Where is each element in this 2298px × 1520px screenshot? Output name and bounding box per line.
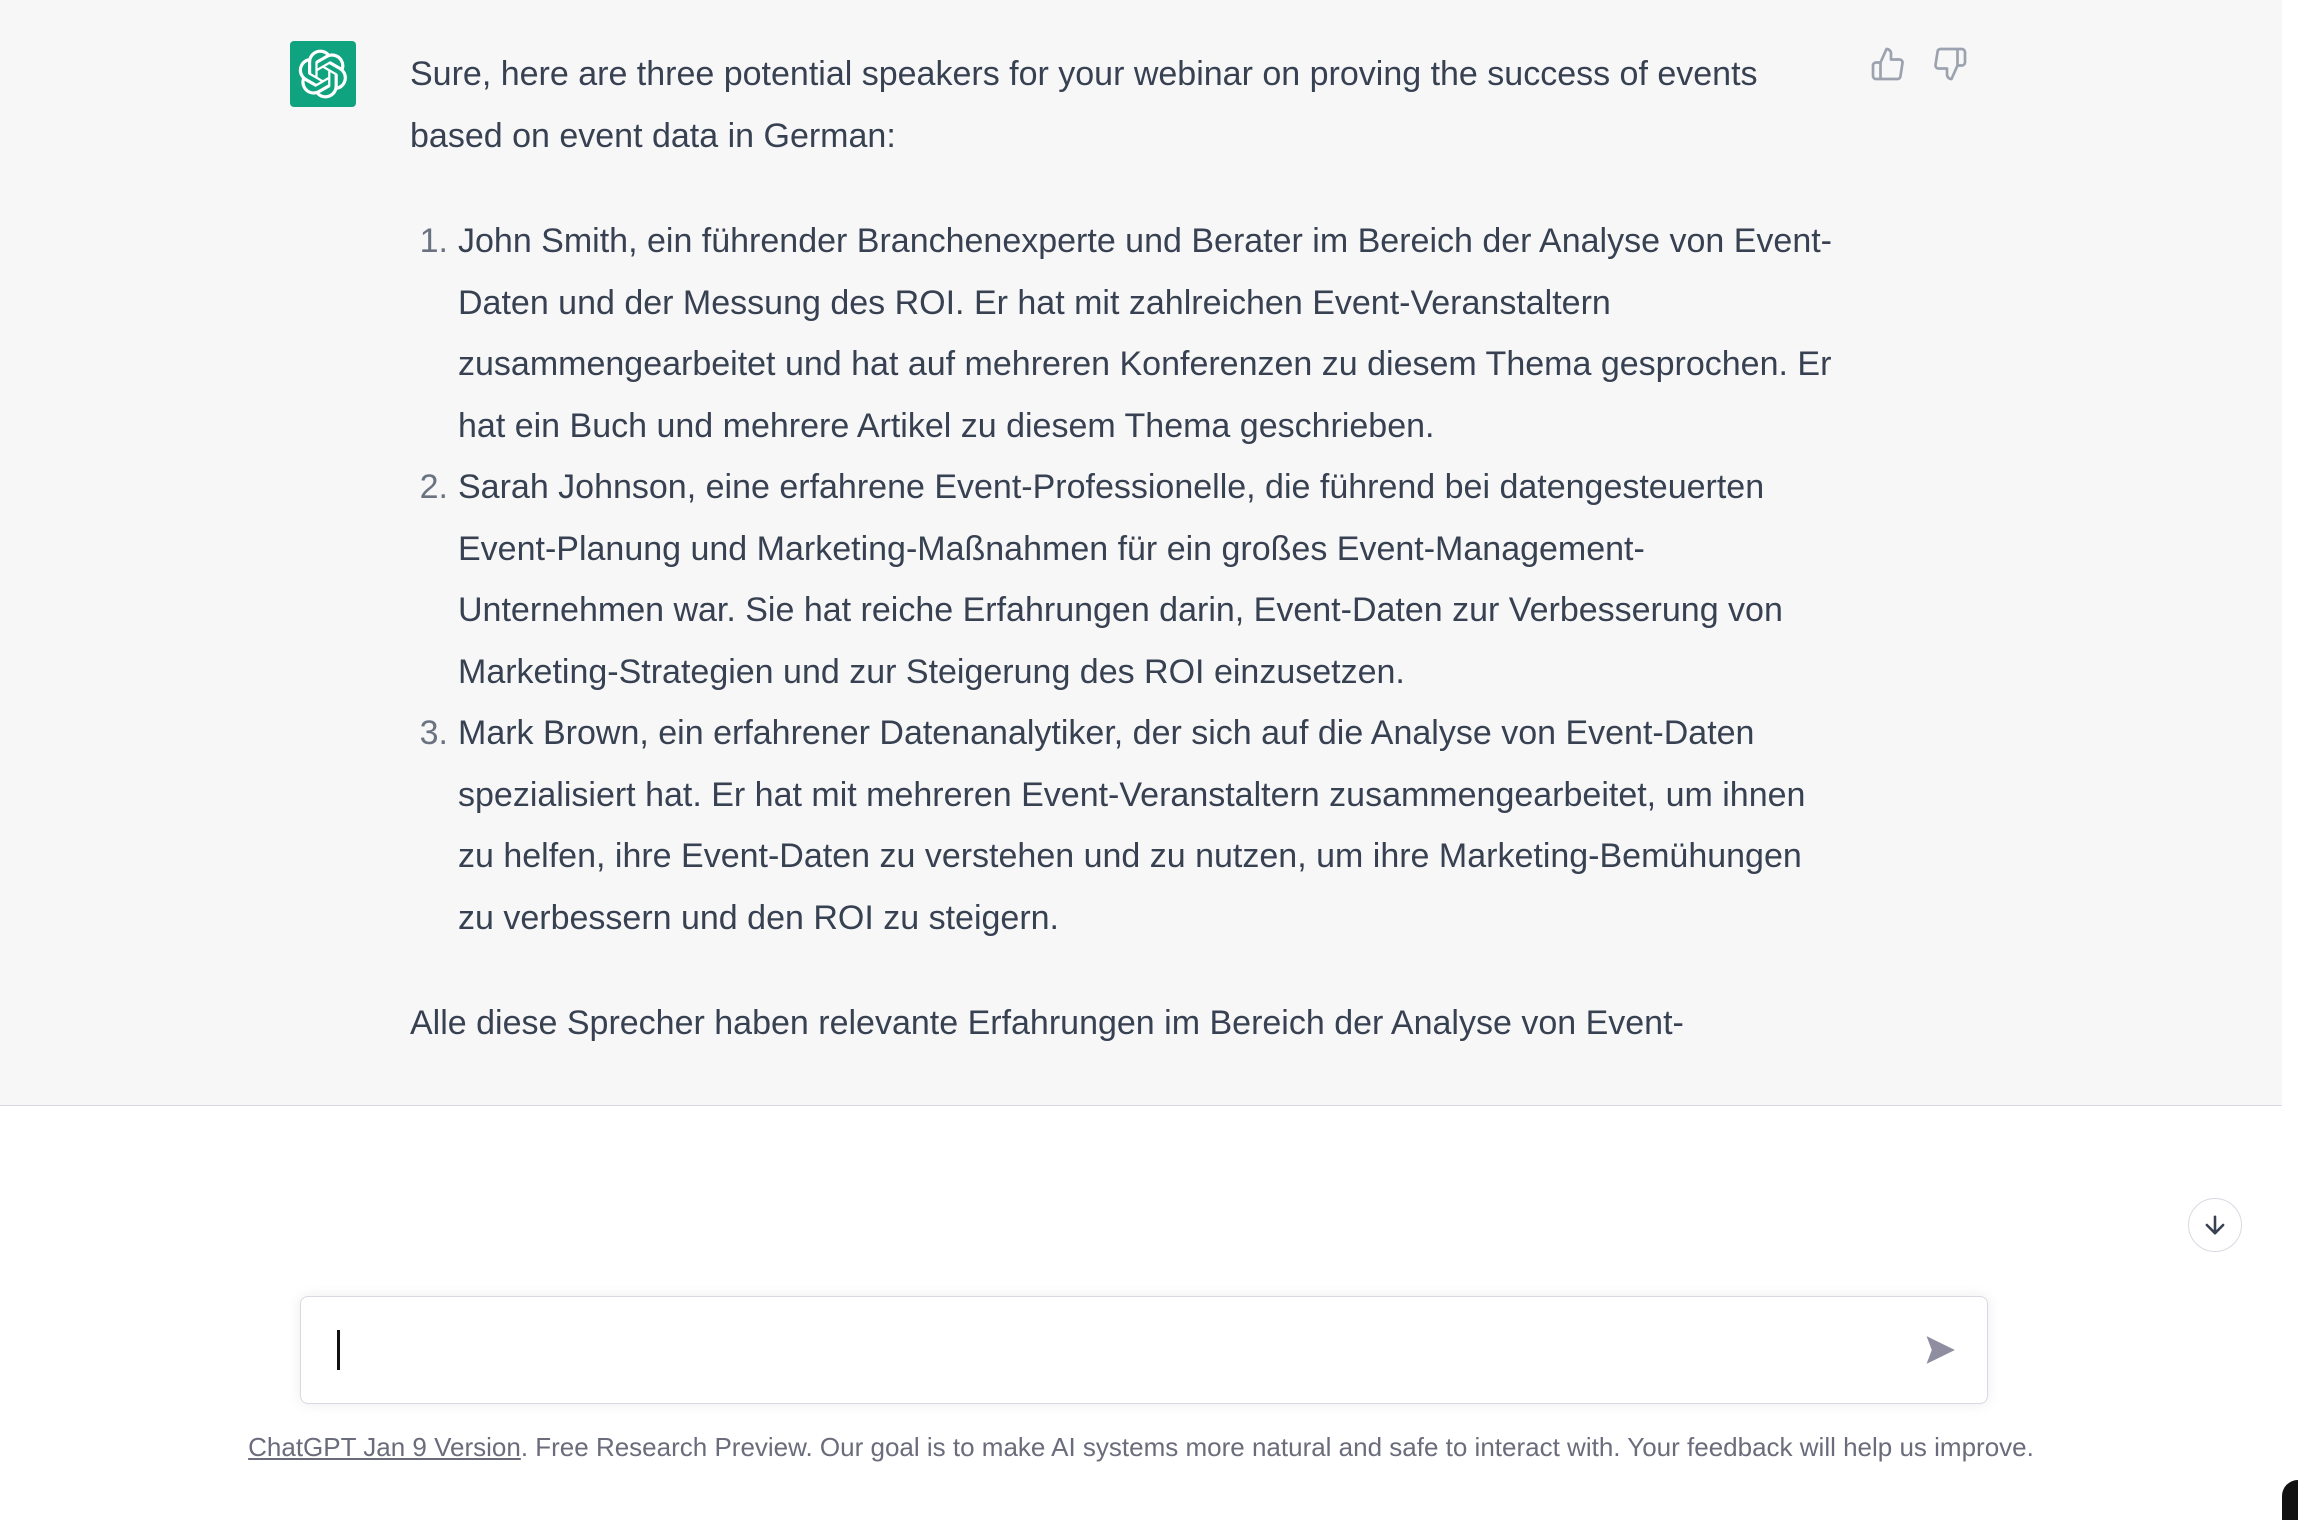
list-item-text: Mark Brown, ein erfahrener Datenanalytiker, der sich auf die Analyse von Event-Daten spezialisiert hat. Er hat mit mehreren Event-Veranstaltern zusammengearbeitet, um ihnen zu helfen, ihre Event-Daten zu verstehen und zu nutzen, um ihre Marketing-Bemühungen zu verbessern und den ROI zu steigern. xyxy=(458,714,1806,937)
thumbs-down-button[interactable] xyxy=(1932,46,1968,82)
footer-text: . Free Research Preview. Our goal is to make AI systems more natural and safe to interact with. Your feedback will help us improve. xyxy=(520,1432,2034,1462)
feedback-buttons xyxy=(1870,46,1968,82)
prompt-input[interactable] xyxy=(331,1325,1891,1377)
message-intro: Sure, here are three potential speakers for your webinar on proving the success of events based on event data in German: xyxy=(410,55,1758,155)
speaker-list xyxy=(410,211,1835,949)
version-link[interactable]: ChatGPT Jan 9 Version xyxy=(248,1432,521,1462)
thumbs-down-icon xyxy=(1932,46,1968,82)
send-icon xyxy=(1923,1333,1957,1367)
message-outro: Alle diese Sprecher haben relevante Erfahrungen im Bereich der Analyse von Event- xyxy=(410,1004,1684,1042)
scroll-to-bottom-button[interactable] xyxy=(2188,1198,2242,1252)
list-item-number: 2. xyxy=(419,468,448,506)
message-content xyxy=(410,44,1835,1055)
arrow-down-icon xyxy=(2201,1211,2229,1239)
window-corner xyxy=(2282,1480,2298,1520)
list-item-number: 1. xyxy=(419,222,448,260)
thumbs-up-button[interactable] xyxy=(1870,46,1906,82)
list-item-number: 3. xyxy=(419,714,448,752)
openai-logo-icon xyxy=(298,49,348,99)
list-item-text: Sarah Johnson, eine erfahrene Event-Professionelle, die führend bei datengesteuerten Event-Planung und Marketing-Maßnahmen für ein großes Event-Management-Unternehmen war. Sie hat reiche Erfahrungen darin, Event-Daten zur Verbesserung von Marketing-Strategien und zur Steigerung des ROI einzusetzen. xyxy=(458,468,1783,691)
list-item xyxy=(419,457,1835,703)
footer-disclaimer xyxy=(0,1432,2282,1463)
assistant-avatar xyxy=(290,41,356,107)
thumbs-up-icon xyxy=(1870,46,1906,82)
list-item xyxy=(419,703,1835,949)
message-composer xyxy=(300,1296,1988,1404)
send-button[interactable] xyxy=(1919,1329,1961,1371)
list-item xyxy=(419,211,1835,457)
list-item-text: John Smith, ein führender Branchenexperte und Berater im Bereich der Analyse von Event-Daten und der Messung des ROI. Er hat mit zahlreichen Event-Veranstaltern zusammengearbeitet und hat auf mehreren Konferenzen zu diesem Thema gesprochen. Er hat ein Buch und mehrere Artikel zu diesem Thema geschrieben. xyxy=(458,222,1832,445)
